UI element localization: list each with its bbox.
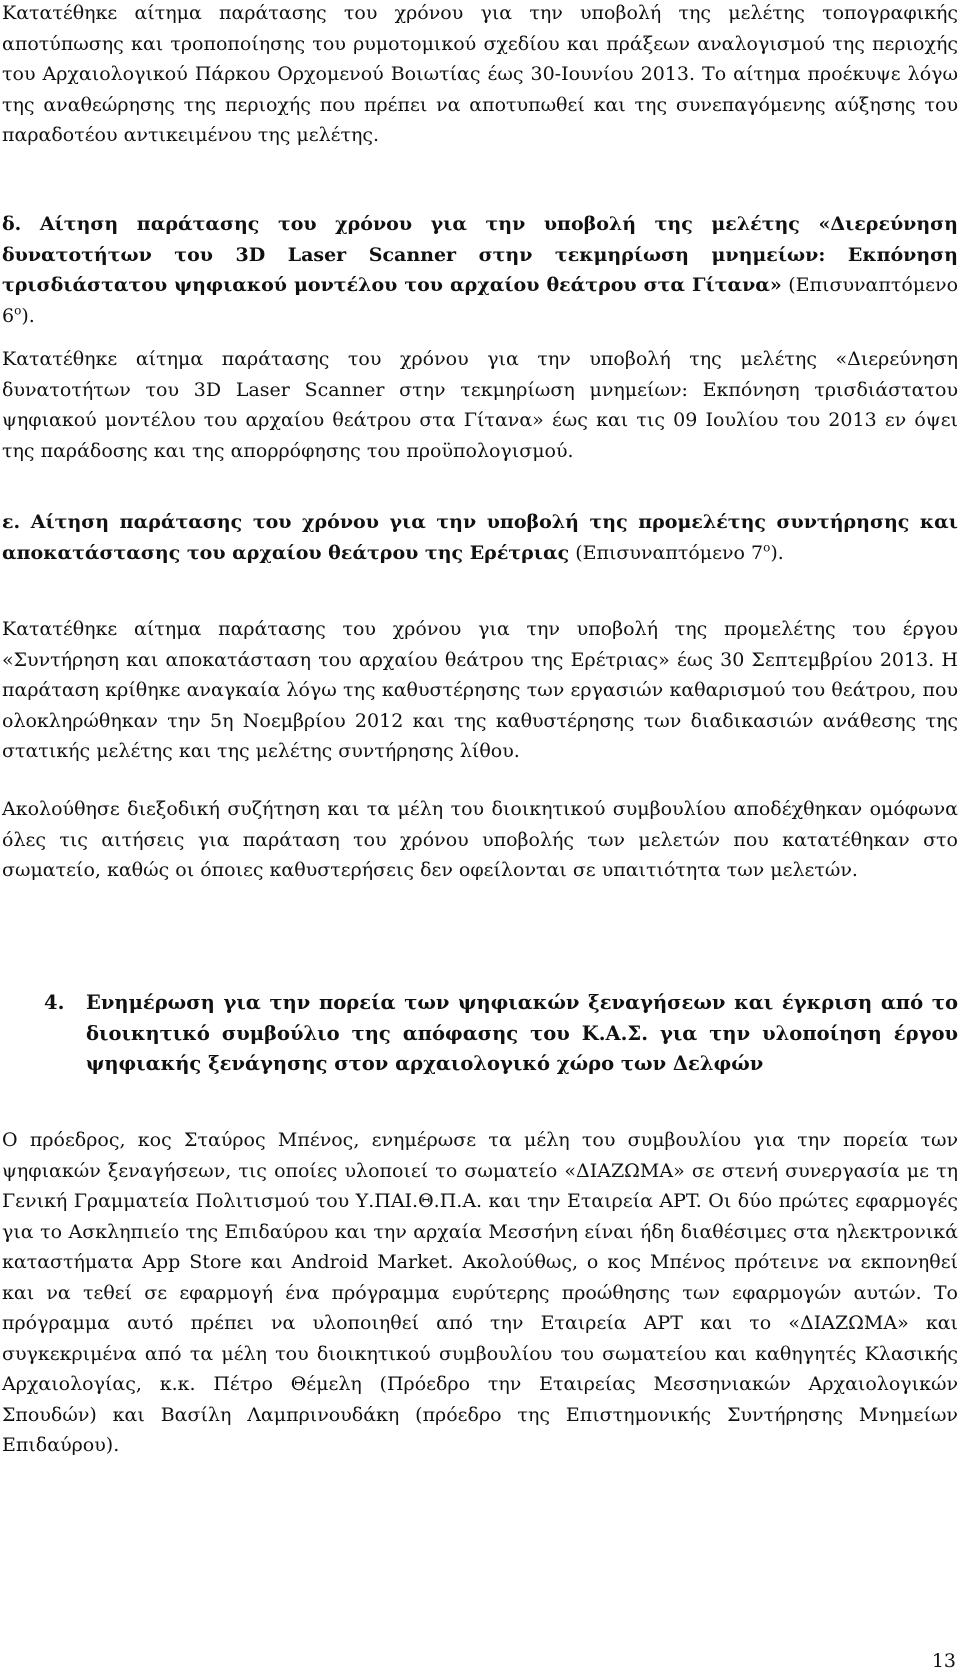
section-d-attachment: (Επισυναπτόμενο 6 bbox=[2, 274, 959, 327]
section-d-title: δ. Αίτηση παράτασης του χρόνου για την υποβολή της μελέτης «Διερεύνηση δυνατοτήτων του 3D Laser Scanner στην τεκμηρίωση μνημείων: Εκπόνηση τρισδιάστατου ψηφιακού μοντέλου του αρχαίου θεάτρου στα Γίτανα» bbox=[2, 213, 958, 296]
section-4-title: Ενημέρωση για την πορεία των ψηφιακών ξεναγήσεων και έγκριση από το διοικητικό συμβούλιο της απόφασης του Κ.Α.Σ. για την υλοποίηση έργου ψηφιακής ξενάγησης στον αρχαιολογικό χώρο των Δελφών bbox=[86, 991, 958, 1075]
paragraph-gitana-orchomenos-request: Κατατέθηκε αίτημα παράτασης του χρόνου για την υποβολή της μελέτης τοπογραφικής αποτύπωσης και τροποποίησης του ρυμοτομικού σχεδίου και πράξεων αναλογισμού της περιοχής του Αρχαιολογικού Πάρκου Ορχομενού Βοιωτίας έως 30-Ιουνίου 2013. Το αίτημα προέκυψε λόγω της αναθεώρησης της περιοχής που πρέπει να αποτυπωθεί και της συνεπαγόμενης αύξησης του παραδοτέου αντικειμένου της μελέτης. bbox=[2, 2, 958, 146]
section-e-attachment: (Επισυναπτόμενο 7 bbox=[569, 541, 764, 564]
paragraph-board-decision: Ακολούθησε διεξοδική συζήτηση και τα μέλη του διοικητικού συμβουλίου αποδέχθηκαν ομόφωνα όλες τις αιτήσεις για παράταση του χρόνου υποβολής των μελετών που κατατέθηκαν στο σωματείο, καθώς οι όποιες καθυστερήσεις δεν οφείλονται σε υπαιτιότητα των μελετών. bbox=[2, 798, 958, 881]
section-e-heading bbox=[2, 507, 958, 568]
section-4-number: 4. bbox=[44, 991, 65, 1014]
section-e-attachment-end: ). bbox=[770, 541, 784, 564]
section-e-attachment-sup: ο bbox=[763, 540, 771, 555]
section-e-title: ε. Αίτηση παράτασης του χρόνου για την υποβολή της προμελέτης συντήρησης και αποκατάστασης του αρχαίου θεάτρου της Ερέτριας bbox=[2, 511, 958, 564]
paragraph-laser-scanner-request: Κατατέθηκε αίτημα παράτασης του χρόνου για την υποβολή της μελέτης «Διερεύνηση δυνατοτήτων του 3D Laser Scanner στην τεκμηρίωση μνημείων: Εκπόνηση τρισδιάστατου ψηφιακού μοντέλου του αρχαίου θεάτρου στα Γίτανα» έως και τις 09 Ιουλίου του 2013 εν όψει της παράδοσης και της απορρόφησης του προϋπολογισμού. bbox=[2, 348, 958, 462]
paragraph-digital-tours: Ο πρόεδρος, κος Σταύρος Μπένος, ενημέρωσε τα μέλη του συμβουλίου για την πορεία των ψηφιακών ξεναγήσεων, τις οποίες υλοποιεί το σωματείο «ΔΙΑΖΩΜΑ» σε στενή συνεργασία με τη Γενική Γραμματεία Πολιτισμού του Υ.ΠΑΙ.Θ.Π.Α. και την Εταιρεία APT. Οι δύο πρώτες εφαρμογές για το Ασκληπιείο της Επιδαύρου και την αρχαία Μεσσήνη είναι ήδη διαθέσιμες στα ηλεκτρονικά καταστήματα App Store και Android Market. Ακολούθως, ο κος Μπένος πρότεινε να εκπονηθεί και να τεθεί σε εφαρμογή ένα πρόγραμμα ευρύτερης προώθησης των εφαρμογών αυτών. Το πρόγραμμα αυτό πρέπει να υλοποιηθεί από την Εταιρεία APT και το «ΔΙΑΖΩΜΑ» και συγκεκριμένα από τα μέλη του διοικητικού συμβουλίου του σωματείου και καθηγητές Κλασικής Αρχαιολογίας, κ.κ. Πέτρο Θέμελη (Πρόεδρο την Εταιρείας Μεσσηνιακών Αρχαιολογικών Σπουδών) και Βασίλη Λαμπρινουδάκη (πρόεδρο της Επιστημονικής Συντήρησης Μνημείων Επιδαύρου). bbox=[2, 1129, 958, 1456]
paragraph-eretria-request: Κατατέθηκε αίτημα παράτασης του χρόνου για την υποβολή της προμελέτης του έργου «Συντήρηση και αποκατάσταση του αρχαίου θεάτρου της Ερέτριας» έως 30 Σεπτεμβρίου 2013. Η παράταση κρίθηκε αναγκαία λόγω της καθυστέρησης των εργασιών καθαρισμού του θεάτρου, που ολοκληρώθηκαν την 5η Νοεμβρίου 2012 και της καθυστέρησης των διαδικασιών ανάθεσης της στατικής μελέτης και της μελέτης συντήρησης λίθου. bbox=[2, 618, 958, 762]
page-number: 13 bbox=[931, 1650, 956, 1672]
section-d-heading bbox=[2, 209, 958, 331]
section-d-attachment-sup: ο bbox=[14, 303, 22, 318]
section-d-attachment-end: ). bbox=[21, 304, 35, 327]
section-4-heading bbox=[44, 988, 958, 1080]
